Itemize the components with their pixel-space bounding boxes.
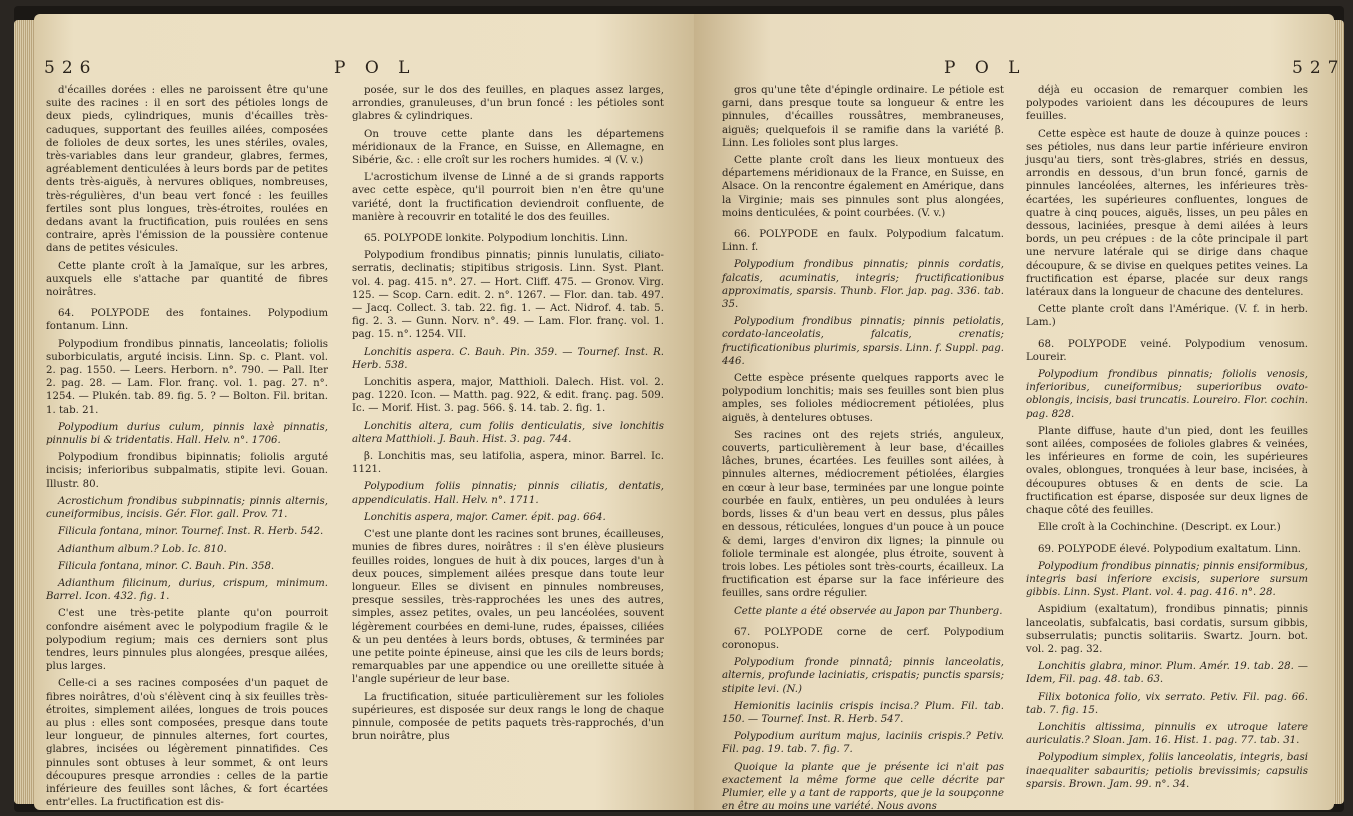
paragraph: β. Lonchitis mas, seu latifolia, aspera, minor. Barrel. Ic. 1121. [352, 451, 664, 476]
paragraph: Polypodium durius culum, pinnis laxè pinnatis, pinnulis bi & tridentatis. Hall. Helv. n°. 1706. [46, 421, 328, 447]
paragraph: 64. POLYPODE des fontaines. Polypodium fontanum. Linn. [46, 308, 328, 333]
right-column-1 [722, 84, 1004, 813]
left-column-2 [352, 84, 664, 806]
paragraph: Filicula fontana, minor. Tournef. Inst. R. Herb. 542. [58, 526, 324, 538]
paragraph: Quoique la plante que je présente ici n'ait pas exactement la même forme que celle décrite par Plumier, elle y a tant de rapports, que je la soupçonne en être au moins une variété. Nous avons [722, 761, 1004, 813]
paragraph: Polypodium frondibus pinnatis; foliolis venosis, inferioribus, cuneiformibus; superioribus ovato-oblongis, incisis, basi truncatis. Loureiro. Flor. cochin. pag. 828. [1026, 369, 1308, 420]
paragraph: posée, sur le dos des feuilles, en plaques assez larges, arrondies, granuleuses, d'un brun foncé : les pétioles sont glabres & cylindriques. [352, 85, 664, 123]
paragraph: Filix botonica folio, vix serrato. Petiv. Fil. pag. 66. tab. 7. fig. 15. [1026, 691, 1308, 716]
paragraph: La fructification, située particulièrement sur les folioles supérieures, est disposée sur deux rangs le long de chaque pinnule, composée de petits paquets très-rapprochés, d'un brun noirâtre, plus [352, 691, 664, 743]
paragraph: Polypodium frondibus pinnatis; pinnis lunulatis, ciliato-serratis, declinatis; stipitibus strigosis. Linn. Syst. Plant. vol. 4. pag. 415. n°. 27. — Hort. Cliff. 475. — Gronov. Virg. 125. — Scop. Carn. edit. 2. n°. 1267. — Flor. dan. tab. 497. — Jacq. Collect. 3. tab. 22. fig. 1. — Act. Nidrof. 4. tab. 5. fig. 2. 3. — Gunn. Norv. n°. 49. — Lam. Flor. franç. vol. 1. pag. 15. n°. 1254. VII. [352, 250, 664, 341]
paragraph: Cette plante croît à la Jamaïque, sur les arbres, auxquels elle s'attache par quantité de fibres noirâtres. [46, 260, 328, 299]
paragraph: On trouve cette plante dans les départemens méridionaux de la France, en Suisse, en Allemagne, en Sibérie, &c. : elle croît sur les rochers humides. ♃ (V. v.) [352, 128, 664, 167]
paragraph: Hemionitis laciniis crispis incisa.? Plum. Fil. tab. 150. — Tournef. Inst. R. Herb. 547. [722, 700, 1004, 725]
paragraph: Aspidium (exaltatum), frondibus pinnatis; pinnis lanceolatis, subfalcatis, basi cordatis, sursum gibbis, subserrulatis; punctis solitariis. Swartz. Journ. bot. vol. 2. pag. 32. [1026, 604, 1308, 655]
left-column-1 [46, 84, 328, 809]
paragraph: Acrostichum frondibus subpinnatis; pinnis alternis, cuneiformibus, incisis. Gér. Flor. gall. Prov. 71. [46, 495, 328, 521]
paragraph: Polypodium fronde pinnatâ; pinnis lanceolatis, alternis, profunde laciniatis, crispatis; punctis sparsis; stipite levi. (N.) [722, 657, 1004, 695]
paragraph: Polypodium frondibus pinnatis, lanceolatis; foliolis suborbiculatis, arguté incisis. Linn. Sp. c. Plant. vol. 2. pag. 1550. — Leers. Herborn. n°. 790. — Pall. Iter 2. pag. 28. — Lam. Flor. franç. vol. 1. pag. 27. n°. 1254. — Plukén. tab. 89. fig. 5. ? — Bolton. Fil. britan. 1. tab. 21. [46, 338, 328, 416]
left-page-number: 526 [44, 58, 98, 78]
paragraph: Cette espèce présente quelques rapports avec le polypodium lonchitis; mais ses feuilles sont bien plus amples, ses folioles médiocrement pétiolées, plus aiguës, à dentelures obtuses. [722, 373, 1004, 424]
paragraph: Cette plante croît dans les lieux montueux des départemens méridionaux de la France, en Suisse, en Alsace. On la rencontre également en Amérique, dans la Virginie; mais ses pinnules sont plus alongées, moins denticulées, & point courbées. (V. v.) [722, 155, 1004, 219]
paragraph: Polypodium foliis pinnatis; pinnis ciliatis, dentatis, appendiculatis. Hall. Helv. n°. 1711. [352, 481, 664, 506]
paragraph: C'est une très-petite plante qu'on pourroit confondre aisément avec le polypodium fragile & le polypodium regium; mais ces derniers sont plus tendres, leurs pinnules plus alongées, presque ailées, plus larges. [46, 608, 328, 673]
paragraph: Adianthum album.? Lob. Ic. 810. [58, 543, 227, 555]
paragraph: Polypodium auritum majus, laciniis crispis.? Petiv. Fil. pag. 19. tab. 7. fig. 7. [722, 731, 1004, 756]
paragraph: Lonchitis aspera. C. Bauh. Pin. 359. — Tournef. Inst. R. Herb. 538. [352, 346, 664, 371]
paragraph: Cette plante croît dans l'Amérique. (V. f. in herb. Lam.) [1026, 304, 1308, 329]
paragraph: 67. POLYPODE corne de cerf. Polypodium coronopus. [722, 626, 1004, 651]
paragraph: Filicula fontana, minor. C. Bauh. Pin. 358. [58, 560, 275, 572]
right-page [694, 14, 1346, 813]
paragraph: 68. POLYPODE veiné. Polypodium venosum. Loureir. [1026, 338, 1308, 363]
paragraph: 66. POLYPODE en faulx. Polypodium falcatum. Linn. f. [722, 229, 1004, 254]
paragraph: déjà eu occasion de remarquer combien les polypodes varioient dans les découpures de leurs feuilles. [1026, 85, 1308, 123]
paragraph: Ses racines ont des rejets striés, anguleux, couverts, particulièrement à leur base, d'écailles lâches, brunes, écartées. Les feuilles sont ailées, à pinnules alternes, médiocrement pétiolées, élargies en cœur à leur base, terminées par une longue pointe courbée en faulx, entières, un peu ondulées à leurs bords, lisses & d'un beau vert en dessus, plus pâles en dessous, réticulées, longues d'un pouce à un pouce & demi, larges d'environ dix lignes; la pinnule ou foliole terminale est alongée, plus étroite, souvent à trois lobes. Les pétioles sont très-courts, écailleux. La fructification est éparse sur la face inférieure des feuilles, sans ordre régulier. [722, 429, 1004, 600]
paragraph: Polypodium simplex, foliis lanceolatis, integris, basi inaequaliter sabauritis; petiolis brevissimis; capsulis sparsis. Brown. Jam. 99. n°. 34. [1026, 752, 1308, 790]
paragraph: Cette plante a été observée au Japon par Thunberg. [734, 605, 1003, 617]
paragraph: C'est une plante dont les racines sont brunes, écailleuses, munies de fibres dures, noirâtres : il s'en élève plusieurs feuilles roides, longues de huit à dix pouces, larges d'un à deux pouces, simplement ailées presque dans toute leur longueur. Elles se divisent en pinnules nombreuses, presque sessiles, très-rapprochées les unes des autres, simples, assez petites, ovales, un peu lancéolées, souvent légèrement courbées en demi-lune, rudes, épaisses, ciliées & un peu dentées à leurs bords, obtuses, & terminées par une petite pointe épineuse, ainsi que les cils de leurs bords; remarquables par une appendice ou une oreillette située à l'angle supérieur de leur base. [352, 529, 665, 686]
paragraph: Lonchitis aspera, major. Camer. épit. pag. 664. [364, 511, 606, 523]
paragraph: Elle croît à la Cochinchine. (Descript. ex Lour.) [1038, 522, 1281, 534]
paragraph: Polypodium frondibus pinnatis; pinnis cordatis, falcatis, acuminatis, integris; fructificationibus approximatis, sparsis. Thunb. Flor. jap. pag. 336. tab. 35. [722, 259, 1004, 311]
paragraph: Celle-ci a ses racines composées d'un paquet de fibres noirâtres, d'où s'élèvent cinq à six feuilles très-étroites, simplement ailées, longues de trois pouces au plus : elles sont composées, presque dans toute leur longueur, de pinnules alternes, fort courtes, glabres, incisées ou légèrement pinnatifides. Ces pinnules sont obtuses à leur sommet, & ont leurs découpures presque arrondies : celles de la partie inférieure des feuilles sont lâches, & fort écartées entr'elles. La fructification est dis- [46, 678, 328, 809]
paragraph: Polypodium frondibus pinnatis; pinnis ensiformibus, integris basi inferiore excisis, superiore sursum gibbis. Linn. Syst. Plant. vol. 4. pag. 416. n°. 28. [1026, 560, 1308, 599]
paragraph: Cette espèce est haute de douze à quinze pouces : ses pétioles, nus dans leur partie inférieure environ jusqu'au tiers, sont très-glabres, striés en dessus, arrondis en dessous, d'un brun foncé, garnis de pinnules lancéolées, alternes, les inférieures très-écartées, les supérieures confluentes, longues de quatre à cinq pouces, aiguës, lisses, un peu pâles en dessous, laciniées, presque à demi ailées à leurs bords, un peu crépues : de la côte principale il part une nervure latérale qui se dirige dans chaque découpure, & se divise en quelques petites veines. La fructification est éparse, placée sur deux rangs latéraux dans la longueur de chacune des dentelures. [1026, 128, 1308, 299]
paragraph: d'écailles dorées : elles ne paroissent être qu'une suite des racines : il en sort des pétioles longs de deux pieds, cylindriques, munis d'écailles très-caduques, supportant des feuilles ailées, composées de folioles de deux sortes, les unes stériles, ovales, très-variables dans leur grandeur, glabres, fermes, agréablement denticulées à leurs bords par de petites dents très-aiguës, à nervures obliques, nombreuses, très-régulières, d'un beau vert foncé : les feuilles fertiles sont plus longues, très-étroites, roulées en dedans avant la fructification, puis roulées en sens contraire, après l'émission de la poussière contenue dans de petites vésicules. [46, 85, 328, 255]
paragraph: Lonchitis aspera, major, Matthioli. Dalech. Hist. vol. 2. pag. 1220. Icon. — Matth. pag. 922, & edit. franç. pag. 509. Ic. — Morif. Hist. 3. pag. 566. §. 14. tab. 2. fig. 1. [352, 377, 664, 415]
paragraph: 65. POLYPODE lonkite. Polypodium lonchitis. Linn. [364, 233, 628, 245]
paragraph: Adianthum filicinum, durius, crispum, minimum. Barrel. Icon. 432. fig. 1. [46, 577, 328, 603]
page-edges-left [14, 20, 34, 804]
paragraph: Plante diffuse, haute d'un pied, dont les feuilles sont ailées, composées de folioles glabres & veinées, les inférieures en forme de coin, les supérieures ovales, oblongues, tronquées à leur base, incisées, à découpures obtuses & en dents de scie. La fructification est éparse, disposée sur deux lignes de chaque côté des feuilles. [1026, 425, 1308, 517]
paragraph: Lonchitis altissima, pinnulis ex utroque latere auriculatis.? Sloan. Jam. 16. Hist. 1. pag. 77. tab. 31. [1026, 721, 1308, 747]
paragraph: Lonchitis glabra, minor. Plum. Amér. 19. tab. 28. — Idem, Fil. pag. 48. tab. 63. [1026, 661, 1308, 686]
right-page-number: 527 [1292, 58, 1346, 78]
paragraph: gros qu'une tête d'épingle ordinaire. Le pétiole est garni, dans presque toute sa longueur & entre les pinnules, d'écailles roussâtres, membraneuses, aiguës; quelquefois il se ramifie dans la variété β. Linn. Les folioles sont plus larges. [722, 85, 1004, 149]
paragraph: Polypodium frondibus bipinnatis; foliolis arguté incisis; inferioribus subpalmatis, stipite levi. Gouan. Illustr. 80. [46, 452, 328, 490]
left-running-head: P O L [334, 58, 417, 78]
right-running-head: P O L [944, 58, 1027, 78]
open-book [14, 6, 1344, 812]
right-column-2 [1026, 84, 1308, 806]
paragraph: Polypodium frondibus pinnatis; pinnis petiolatis, cordato-lanceolatis, falcatis, crenatis; fructificationibus plurimis, sparsis. Linn. f. Suppl. pag. 446. [722, 316, 1004, 367]
left-page [34, 14, 694, 810]
paragraph: Lonchitis altera, cum foliis denticulatis, sive lonchitis altera Matthioli. J. Bauh. Hist. 3. pag. 744. [352, 420, 664, 445]
paragraph: 69. POLYPODE élevé. Polypodium exaltatum. Linn. [1038, 543, 1302, 555]
paragraph: L'acrostichum ilvense de Linné a de si grands rapports avec cette espèce, qu'il pourroit bien n'en être qu'une variété, dont la fructification deviendroit confluente, de manière à recouvrir en totalité le dos des feuilles. [352, 172, 664, 223]
